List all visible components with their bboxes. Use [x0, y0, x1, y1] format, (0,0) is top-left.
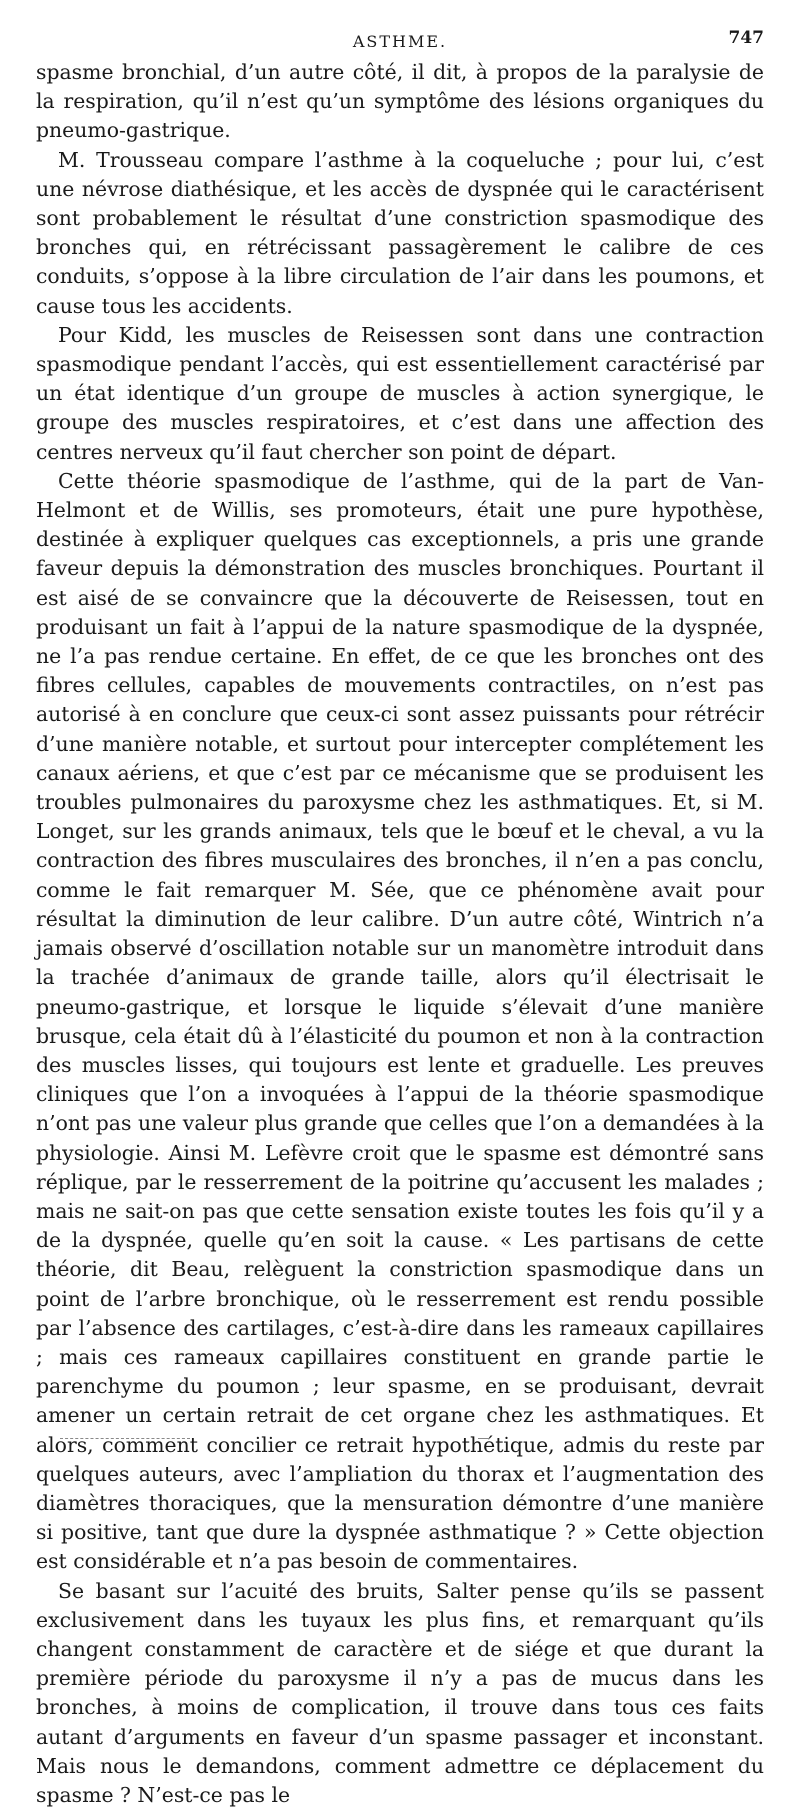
paragraph-continuation: spasme bronchial, d’un autre côté, il dit, à propos de la paralysie de la respiration, qu’il n’est qu’un symptôme des lésions organiques du pneumo-gastrique. — [36, 60, 764, 143]
running-head — [36, 28, 764, 58]
body-text — [36, 58, 764, 1810]
book-page — [36, 28, 764, 1810]
footer-rule — [60, 1438, 190, 1439]
paragraph-salter: Se basant sur l’acuité des bruits, Salter pense qu’ils se passent exclusivement dans les tuyaux les plus fins, et remarquant qu’ils changent constamment de caractère et de siége et que durant la première période du paroxysme il n’y a pas de mucus dans les bronches, à moins de complication, il trouve dans tous ces faits autant d’arguments en faveur d’un spasme passager et inconstant. Mais nous le demandons, comment admettre ce déplacement du spasme ? N’est-ce pas le — [36, 1578, 764, 1807]
paragraph-kidd: Pour Kidd, les muscles de Reisessen sont dans une contraction spasmodique pendant l’accès, qui est essentiellement caractérisé par un état identique d’un groupe de muscles à action synergique, le groupe des muscles respiratoires, et c’est dans une affection des centres nerveux qu’il faut chercher son point de départ. — [36, 322, 764, 464]
footer-dash — [478, 1438, 490, 1439]
paragraph-trousseau: M. Trousseau compare l’asthme à la coqueluche ; pour lui, c’est une névrose diathésique, et les accès de dyspnée qui le caractérisent sont probablement le résultat d’une constriction spasmodique des bronches qui, en rétrécissant passagèrement le calibre de ces conduits, s’oppose à la libre circulation de l’air dans les poumons, et cause tous les accidents. — [36, 147, 764, 318]
running-title: ASTHME. — [352, 32, 448, 51]
paragraph-spasmodic-theory: Cette théorie spasmodique de l’asthme, qui de la part de Van-Helmont et de Willis, ses promoteurs, était une pure hypothèse, destinée à expliquer quelques cas exceptionnels, a pris une grande faveur depuis la démonstration des muscles bronchiques. Pourtant il est aisé de se convaincre que la découverte de Reisessen, tout en produisant un fait à l’appui de la nature spasmodique de la dyspnée, ne l’a pas rendue certaine. En effet, de ce que les bronches ont des fibres cellules, capables de mouvements contractiles, on n’est pas autorisé à en conclure que ceux-ci sont assez puissants pour rétrécir d’une manière notable, et surtout pour intercepter complétement les canaux aériens, et que c’est par ce mécanisme que se produisent les troubles pulmonaires du paroxysme chez les asthmatiques. Et, si M. Longet, sur les grands animaux, tels que le bœuf et le cheval, a vu la contraction des fibres musculaires des bronches, il n’en a pas conclu, comme le fait remarquer M. Sée, que ce phénomène avait pour résultat la diminution de leur calibre. D’un autre côté, Wintrich n’a jamais observé d’oscillation notable sur un manomètre introduit dans la trachée d’animaux de grande taille, alors qu’il électrisait le pneumo-gastrique, et lorsque le liquide s’élevait d’une manière brusque, cela était dû à l’élasticité du poumon et non à la contraction des muscles lisses, qui toujours est lente et graduelle. Les preuves cliniques que l’on a invoquées à l’appui de la théorie spasmodique n’ont pas une valeur plus grande que celles que l’on a demandées à la physiologie. Ainsi M. Lefèvre croit que le spasme est démontré sans réplique, par le resserrement de la poitrine qu’accusent les malades ; mais ne sait-on pas que cette sensation existe toutes les fois qu’il y a de la dyspnée, quelle qu’en soit la cause. « Les partisans de cette théorie, dit Beau, relèguent la constriction spasmodique dans un point de l’arbre bronchique, où le resserrement est rendu possible par l’absence des cartilages, c’est-à-dire dans les rameaux capillaires ; mais ces rameaux capillaires constituent en grande partie le parenchyme du poumon ; leur spasme, en se produisant, devrait amener un certain retrait de cet organe chez les asthmatiques. Et alors, comment concilier ce retrait hypothétique, admis du reste par quelques auteurs, avec l’ampliation du thorax et l’augmentation des diamètres thoraciques, que la mensuration démontre d’une manière si positive, tant que dure la dyspnée asthmatique ? » Cette objection est considérable et n’a pas besoin de commentaires. — [36, 468, 764, 1574]
page-number: 747 — [728, 28, 764, 48]
